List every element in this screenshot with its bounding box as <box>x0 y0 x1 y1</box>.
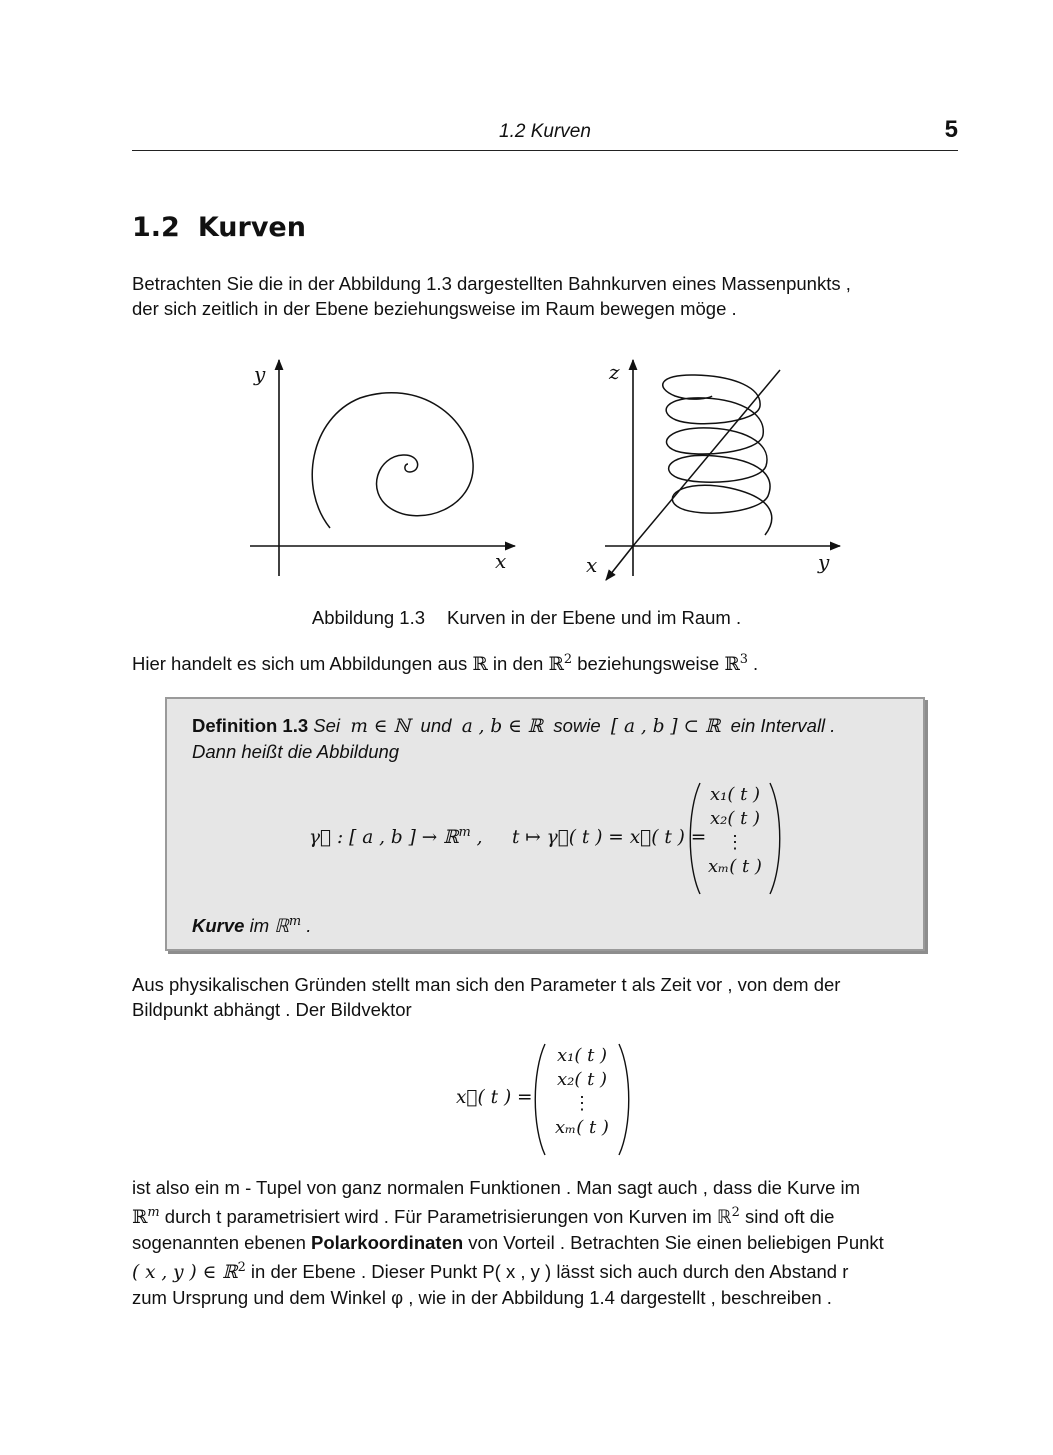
running-title: 1.2 Kurven <box>499 121 591 142</box>
text-segment: . <box>301 915 312 937</box>
reals-symbol: ℝ <box>548 654 564 676</box>
paragraph-3-line-4 <box>132 1255 958 1285</box>
definition-label: Definition 1.3 <box>192 715 309 736</box>
left-paren <box>534 1042 546 1157</box>
text-segment: sogenannten ebenen <box>132 1232 312 1254</box>
left-axis-label-x: x <box>495 549 507 573</box>
exponent: 2 <box>563 652 573 667</box>
vector-entry: x₁( t ) <box>556 1045 608 1066</box>
right-axis-label-z: z <box>609 360 620 384</box>
math-segment: [ a , b ] ⊂ ℝ <box>610 716 721 737</box>
right-paren <box>769 781 781 896</box>
text-segment: ℝ <box>132 1207 148 1229</box>
intro-line-1: Betrachten Sie die in der Abbildung 1.3 dargestellten Bahnkurven eines Massenpunkts , <box>132 273 851 294</box>
left-paren <box>689 781 701 896</box>
definition-text <box>192 713 907 764</box>
vector-entry: ⋮ <box>573 1093 591 1114</box>
math-segment: m ∈ ℕ <box>350 716 411 737</box>
text-segment: Dann heißt die Abbildung <box>192 741 400 762</box>
exponent: 2 <box>731 1205 740 1220</box>
caption-label: Abbildung 1.3 <box>311 607 426 628</box>
spiral-curve <box>312 393 473 528</box>
intro-line-2: der sich zeitlich in der Ebene beziehungsweise im Raum bewegen möge . <box>132 298 737 319</box>
reals-symbol: ℝ <box>724 654 740 676</box>
formula-part: , t ↦ γ⃗( t ) = x⃗( t ) = <box>470 827 707 849</box>
figure-caption <box>0 607 1053 629</box>
text-segment: durch t parametrisiert wird . Für Parametrisierungen von Kurven im ℝ <box>159 1206 732 1228</box>
paragraph-2-line-2: Bildpunkt abhängt . Der Bildvektor <box>132 999 412 1020</box>
definition-line-2 <box>192 739 907 764</box>
term-polarkoordinaten: Polarkoordinaten <box>311 1232 464 1254</box>
intro-paragraph <box>132 271 958 321</box>
vector-entry: x₂( t ) <box>709 808 761 829</box>
after-figure-line <box>132 647 958 677</box>
paragraph-2 <box>132 972 958 1022</box>
text-segment: und <box>420 715 452 736</box>
vector-entry: xₘ( t ) <box>708 856 762 877</box>
text-segment: von Vorteil . Betrachten Sie einen beliebigen Punkt <box>463 1232 884 1254</box>
definition-formula <box>309 825 706 848</box>
text-segment: im ℝ <box>244 915 289 937</box>
paragraph-3 <box>132 1175 958 1310</box>
definition-box <box>165 697 925 951</box>
reals-symbol: ℝ <box>472 654 488 676</box>
text-segment: Hier handelt es sich um Abbildungen aus <box>132 653 473 675</box>
text-segment: beziehungsweise <box>572 653 725 675</box>
text-segment: in den <box>487 653 549 675</box>
right-plot <box>605 360 840 580</box>
paragraph-3-line-3 <box>132 1230 958 1255</box>
figure-curves <box>230 348 870 593</box>
text-segment: ein Intervall . <box>730 715 836 736</box>
left-axis-label-y: y <box>254 362 266 386</box>
exponent: m <box>147 1205 160 1220</box>
running-header <box>132 118 958 151</box>
math-segment: ( x , y ) ∈ ℝ <box>132 1262 238 1284</box>
exponent: m <box>458 825 471 840</box>
text-segment: sind oft die <box>739 1206 835 1228</box>
paragraph-3-line-1: ist also ein m - Tupel von ganz normalen Funktionen . Man sagt auch , dass die Kurve im <box>132 1177 861 1198</box>
section-heading <box>132 212 306 243</box>
left-plot <box>250 360 515 576</box>
definition-closing <box>192 914 311 937</box>
caption-text: Kurven in der Ebene und im Raum . <box>447 607 742 628</box>
display-formula-lhs: x⃗( t ) = <box>456 1087 533 1108</box>
definition-line-1 <box>192 713 907 739</box>
exponent: m <box>288 914 302 929</box>
text-segment: in der Ebene . Dieser Punkt P( x , y ) lässt sich auch durch den Abstand r <box>245 1261 849 1283</box>
term-kurve: Kurve <box>192 915 245 937</box>
paragraph-3-line-5: zum Ursprung und dem Winkel φ , wie in der Abbildung 1.4 dargestellt , beschreiben . <box>132 1287 832 1309</box>
text-segment: sowie <box>553 715 601 736</box>
exponent: 2 <box>237 1260 246 1276</box>
vector-entry: x₂( t ) <box>556 1069 608 1090</box>
paragraph-3-line-2 <box>132 1200 958 1230</box>
formula-part: γ⃗ : [ a , b ] → ℝ <box>309 827 459 849</box>
text-segment: . <box>747 653 759 675</box>
definition-vector <box>689 781 781 896</box>
right-axis-label-x: x <box>586 553 598 577</box>
vector-entry: xₘ( t ) <box>555 1117 609 1138</box>
section-number: 1.2 <box>132 212 180 243</box>
vector-entry: ⋮ <box>726 832 744 853</box>
right-axis-label-y: y <box>818 550 830 574</box>
math-segment: a , b ∈ ℝ <box>461 716 544 737</box>
exponent: 3 <box>739 652 748 667</box>
display-vector <box>534 1042 630 1157</box>
right-paren <box>618 1042 630 1157</box>
paragraph-2-line-1: Aus physikalischen Gründen stellt man sich den Parameter t als Zeit vor , von dem der <box>132 974 841 995</box>
vector-entry: x₁( t ) <box>709 784 761 805</box>
section-title: Kurven <box>197 212 306 243</box>
right-x-axis <box>606 546 633 580</box>
text-segment: Sei <box>313 715 341 736</box>
page-number: 5 <box>944 116 958 143</box>
